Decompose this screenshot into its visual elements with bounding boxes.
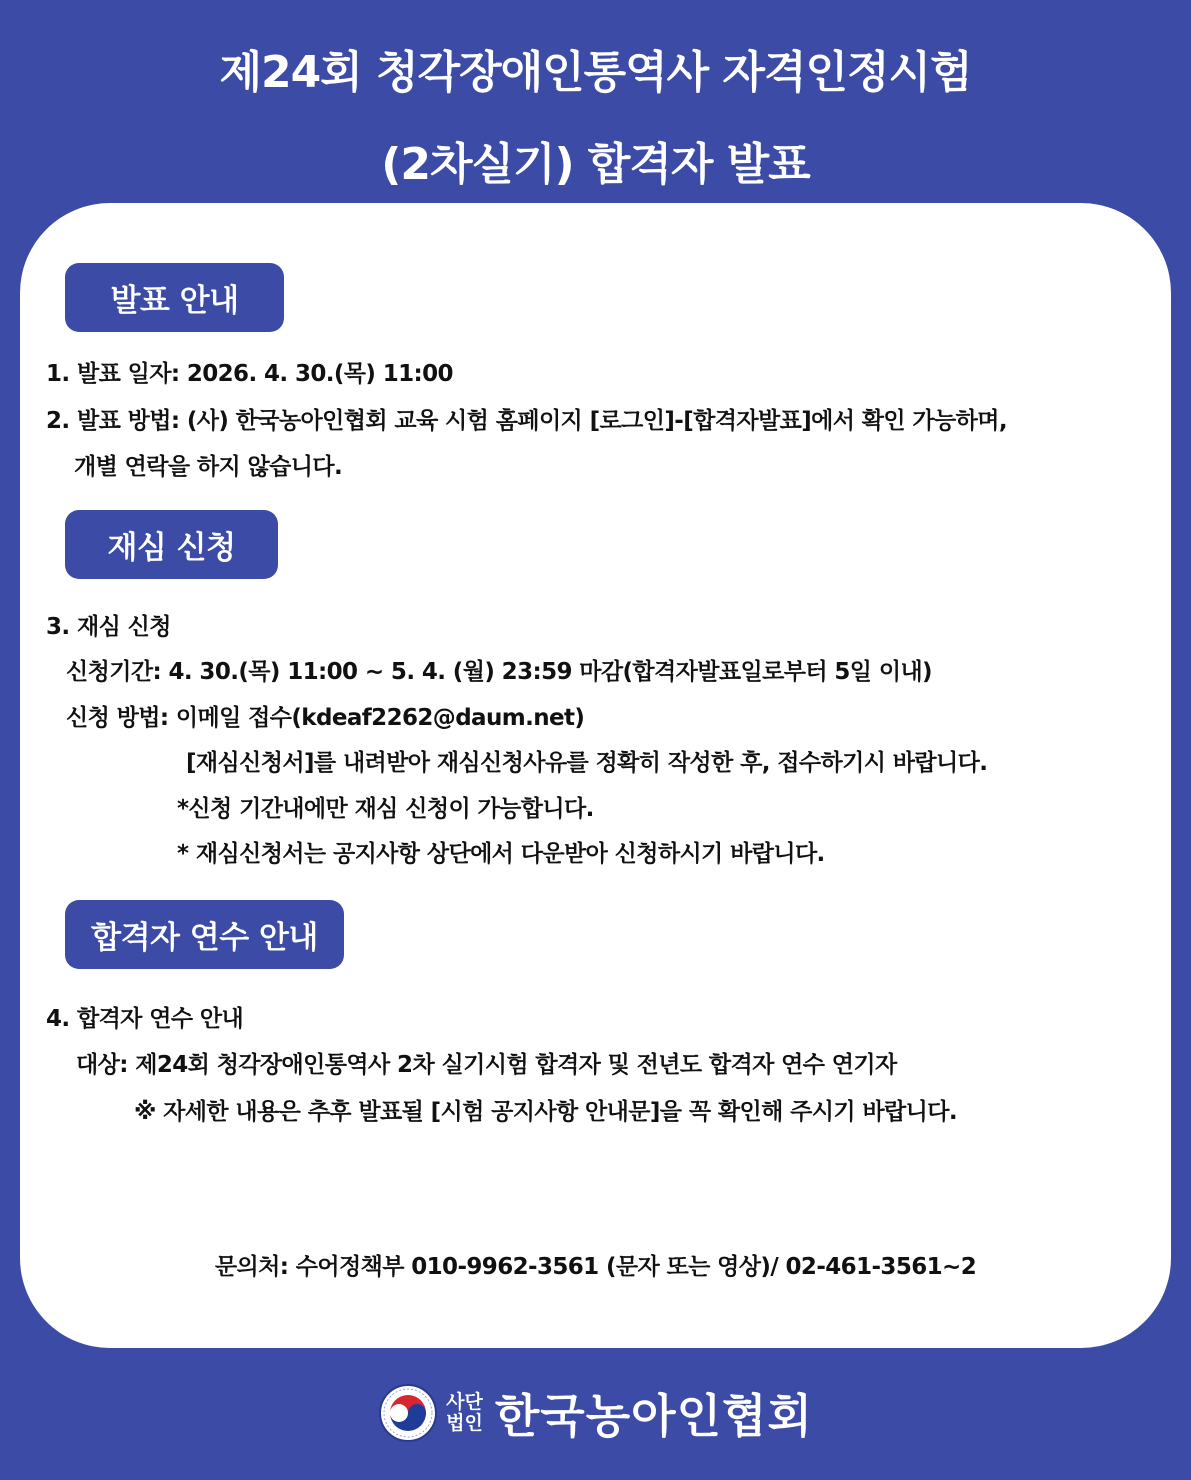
review-line-note-period: *신청 기간내에만 재심 신청이 가능합니다. bbox=[177, 796, 594, 822]
review-line-period: 신청기간: 4. 30.(목) 11:00 ~ 5. 4. (월) 23:59 마감(합격자발표일로부터 5일 이내) bbox=[66, 659, 932, 685]
org-name: 한국농아인협회 bbox=[494, 1389, 813, 1443]
prefix-bottom: 법인 bbox=[446, 1412, 483, 1434]
content-card bbox=[20, 203, 1171, 1348]
section-heading-review: 재심 신청 bbox=[65, 510, 278, 579]
review-line-title: 3. 재심 신청 bbox=[46, 614, 171, 640]
page-title-line-2: (2차실기) 합격자 발표 bbox=[381, 139, 810, 190]
announcement-line-date: 1. 발표 일자: 2026. 4. 30.(목) 11:00 bbox=[46, 361, 453, 387]
taegeuk-emblem-icon bbox=[378, 1383, 438, 1443]
training-line-title: 4. 합격자 연수 안내 bbox=[46, 1006, 244, 1032]
announcement-line-no-contact: 개별 연락을 하지 않습니다. bbox=[74, 454, 343, 480]
prefix-top: 사단 bbox=[446, 1391, 483, 1413]
review-line-method: 신청 방법: 이메일 접수(kdeaf2262@daum.net) bbox=[66, 705, 585, 731]
footer-logo bbox=[0, 1378, 1191, 1448]
training-line-target: 대상: 제24회 청각장애인통역사 2차 실기시험 합격자 및 전년도 합격자 연수 연기자 bbox=[76, 1052, 897, 1078]
announcement-line-method: 2. 발표 방법: (사) 한국농아인협회 교육 시험 홈페이지 [로그인]-[합격자발표]에서 확인 가능하며, bbox=[46, 408, 1008, 434]
page-title-line-1: 제24회 청각장애인통역사 자격인정시험 bbox=[219, 47, 972, 98]
contact-info: 문의처: 수어정책부 010-9962-3561 (문자 또는 영상)/ 02-461-3561~2 bbox=[214, 1254, 977, 1280]
corporation-prefix bbox=[446, 1392, 483, 1434]
review-line-note-download: * 재심신청서는 공지사항 상단에서 다운받아 신청하시기 바랍니다. bbox=[177, 841, 825, 867]
training-line-note: ※ 자세한 내용은 추후 발표될 [시험 공지사항 안내문]을 꼭 확인해 주시기 바랍니다. bbox=[134, 1099, 957, 1125]
review-line-form: [재심신청서]를 내려받아 재심신청사유를 정확히 작성한 후, 접수하기시 바랍니다. bbox=[186, 750, 988, 776]
section-heading-announcement: 발표 안내 bbox=[65, 263, 284, 332]
section-heading-training: 합격자 연수 안내 bbox=[65, 900, 344, 969]
